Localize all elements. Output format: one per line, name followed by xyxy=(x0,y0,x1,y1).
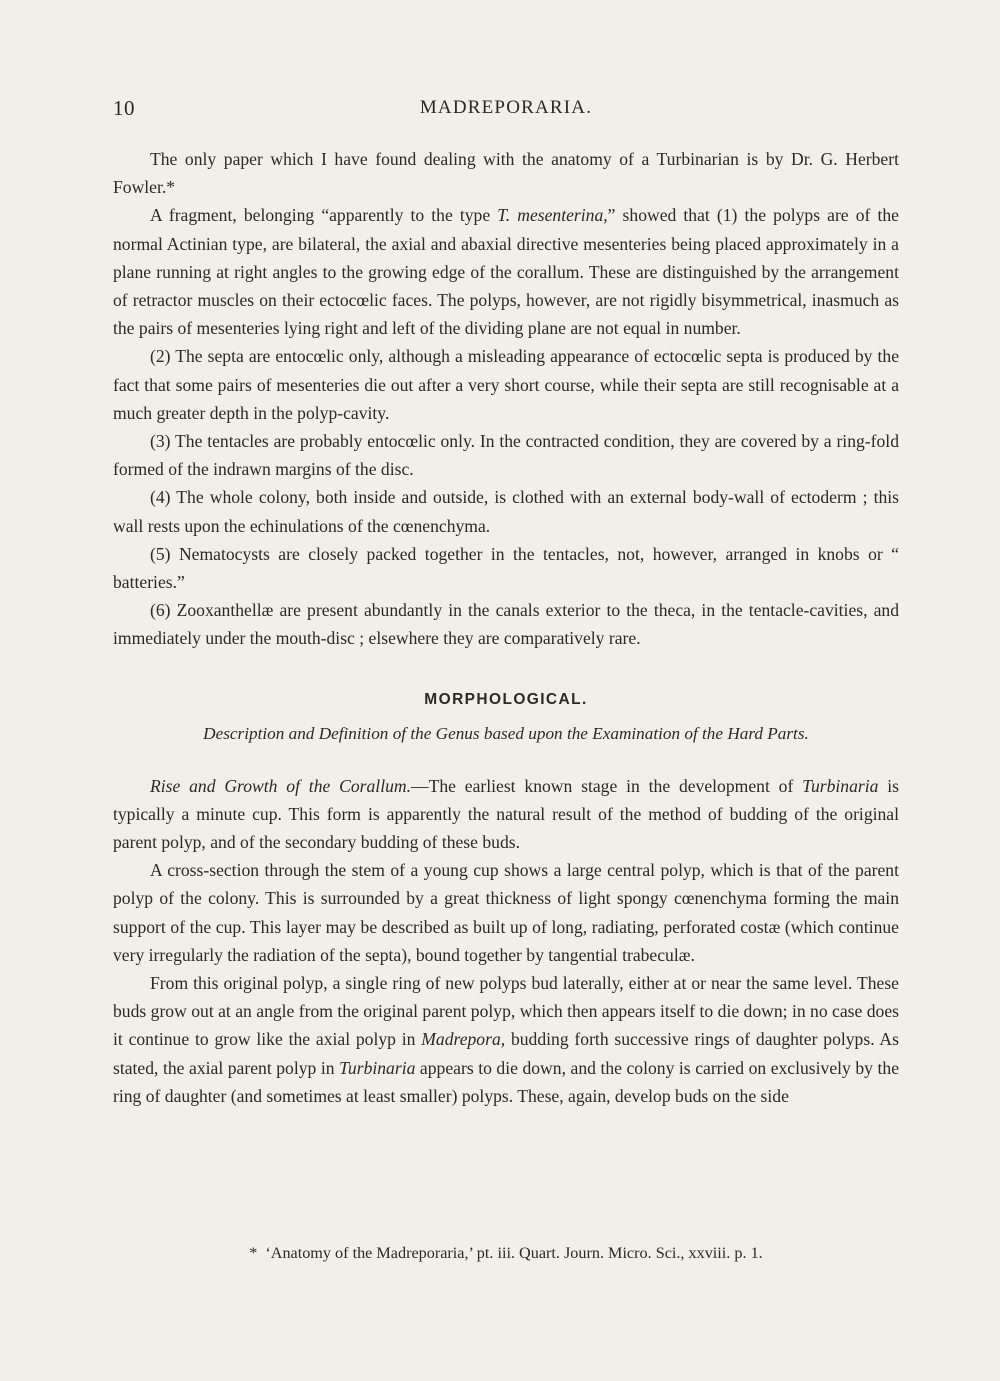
body-text xyxy=(113,145,899,1110)
paragraph-colony: (4) The whole colony, both inside and outside, is clothed with an external body-wall of ectoderm ; this wall rests upon the echinulations of the cœnenchyma. xyxy=(113,487,899,536)
paragraph-fragment-text: A fragment, belonging “apparently to the type xyxy=(150,205,498,226)
running-head xyxy=(113,96,899,126)
genus-name-turbinaria: Turbinaria xyxy=(339,1057,416,1078)
genus-name: Turbinaria xyxy=(802,775,879,796)
paragraph-fragment xyxy=(113,201,899,342)
paragraph-original-polyp-text-cont: budding forth successive rings of daughter polyps. As stated, the axial parent polyp in xyxy=(113,1029,899,1078)
section-subheading: Description and Definition of the Genus based upon the Examination of the Hard Parts. xyxy=(203,723,809,743)
paragraph-zooxanthellae: (6) Zooxanthellæ are present abundantly in the canals exterior to the theca, in the tentacle-cavities, and immediately under the mouth-disc ; elsewhere they are comparatively rare. xyxy=(113,600,899,649)
paragraph-lead-title: Rise and Growth of the Corallum. xyxy=(150,775,411,796)
paragraph-rise-growth-text-cont: is typically a minute cup. This form is apparently the natural result of the method of budding of the original parent polyp, and of the secondary budding of these buds. xyxy=(113,775,900,853)
species-name: T. mesenterina, xyxy=(497,205,608,226)
paragraph-rise-growth-text: —The earliest known stage in the development of xyxy=(411,775,803,796)
paragraph-fragment-text-cont: ” showed that (1) the polyps are of the normal Actinian type, are bilateral, the axial and abaxial directive mesenteries being placed approximately in a plane running at right angles to the growing edge of the corallum. These are distinguished by the arrangement of retractor muscles on their ectocœlic faces. The polyps, however, are not rigidly bisymmetrical, inasmuch as the pairs of mesenteries lying right and left of the dividing plane are not equal in number. xyxy=(113,205,899,339)
paragraph-cross-section: A cross-section through the stem of a young cup shows a large central polyp, which is that of the parent polyp of the colony. This is surrounded by a great thickness of light spongy cœnenchyma forming the main support of the cup. This layer may be described as built up of long, radiating, perforated costæ (which continue very irregularly the radiation of the septa), bound together by tangential trabeculæ. xyxy=(113,860,899,965)
paragraph-original-polyp xyxy=(113,969,899,1110)
paragraph-nematocysts: (5) Nematocysts are closely packed together in the tentacles, not, however, arranged in knobs or “ batteries.” xyxy=(113,543,899,593)
genus-name-madrepora: Madrepora, xyxy=(421,1029,506,1050)
paragraph-intro: The only paper which I have found dealing with the anatomy of a Turbinarian is by Dr. G. Herbert Fowler.* xyxy=(113,149,899,198)
paragraph-original-polyp-text-end: appears to die down, and the colony is carried on exclusively by the ring of daughter (and sometimes at least smaller) polyps. These, again, develop buds on the side xyxy=(113,1057,900,1106)
paragraph-septa: (2) The septa are entocœlic only, although a misleading appearance of ectocœlic septa is produced by the fact that some pairs of mesenteries die out after a very short course, while their septa are still recognisable at a much greater depth in the polyp-cavity. xyxy=(113,346,899,423)
paragraph-tentacles: (3) The tentacles are probably entocœlic only. In the contracted condition, they are covered by a ring-fold formed of the indrawn margins of the disc. xyxy=(113,431,899,480)
section-heading: MORPHOLOGICAL. xyxy=(424,690,588,708)
footnote xyxy=(113,1241,899,1265)
paragraph-rise-growth xyxy=(113,772,899,857)
running-title: MADREPORARIA. xyxy=(419,97,593,118)
page-number: 10 xyxy=(113,96,135,120)
paragraph-original-polyp-text: From this original polyp, a single ring of new polyps bud laterally, either at or near the same level. These buds grow out at an angle from the original parent polyp, which then appears itself to die down; in no case does it continue to grow like the axial polyp in xyxy=(113,973,899,1050)
footnote-mark: * xyxy=(249,1244,258,1262)
footnote-text: ‘Anatomy of the Madreporaria,’ pt. iii. Quart. Journ. Micro. Sci., xxviii. p. 1. xyxy=(265,1244,763,1262)
